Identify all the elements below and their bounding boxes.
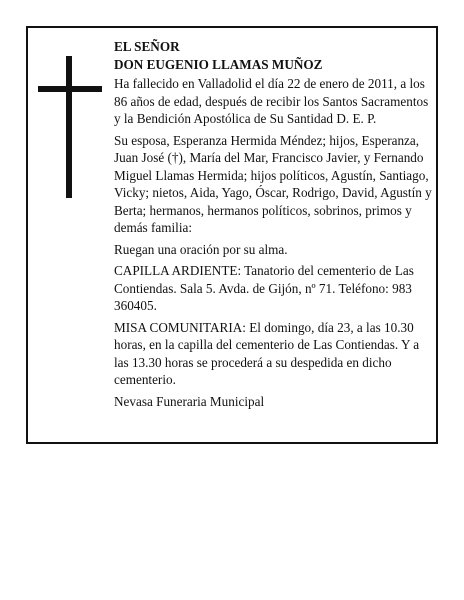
prayer-request: Ruegan una oración por su alma.: [114, 241, 288, 257]
family-list: Su esposa, Esperanza Hermida Méndez; hijos, Esperanza, Juan José (†), María del Mar, Francisco Javier, y Fernando Miguel Llamas Hermida; hijos políticos, Agustín, Santiago, Vicky; nietos, Aida, Yago, Óscar, Rodrigo, David, Agustín y Berta; hermanos, hermanos políticos, sobrinos, primos y demás familia:: [114, 132, 432, 235]
notice-title: EL SEÑOR: [114, 39, 180, 54]
deceased-name: DON EUGENIO LLAMAS MUÑOZ: [114, 56, 323, 72]
cross-icon: [38, 56, 102, 198]
death-announcement: Ha fallecido en Valladolid el día 22 de enero de 2011, a los 86 años de edad, después de recibir los Santos Sacramentos y la Bendición Apostólica de Su Santidad D. E. P.: [114, 76, 429, 126]
mass-info: MISA COMUNITARIA: El domingo, día 23, a las 10.30 horas, en la capilla del cementerio de Las Contiendas. Y a las 13.30 horas se procederá a su despedida en dicho cementerio.: [114, 319, 420, 387]
cross-horizontal-bar: [38, 86, 102, 92]
funeral-home: Nevasa Funeraria Municipal: [114, 393, 265, 409]
obituary-notice: [26, 26, 438, 444]
cross-vertical-bar: [66, 56, 72, 198]
notice-text: [114, 38, 434, 414]
chapel-info: CAPILLA ARDIENTE: Tanatorio del cementerio de Las Contiendas. Sala 5. Avda. de Gijón, nº 71. Teléfono: 983 360405.: [114, 263, 414, 313]
